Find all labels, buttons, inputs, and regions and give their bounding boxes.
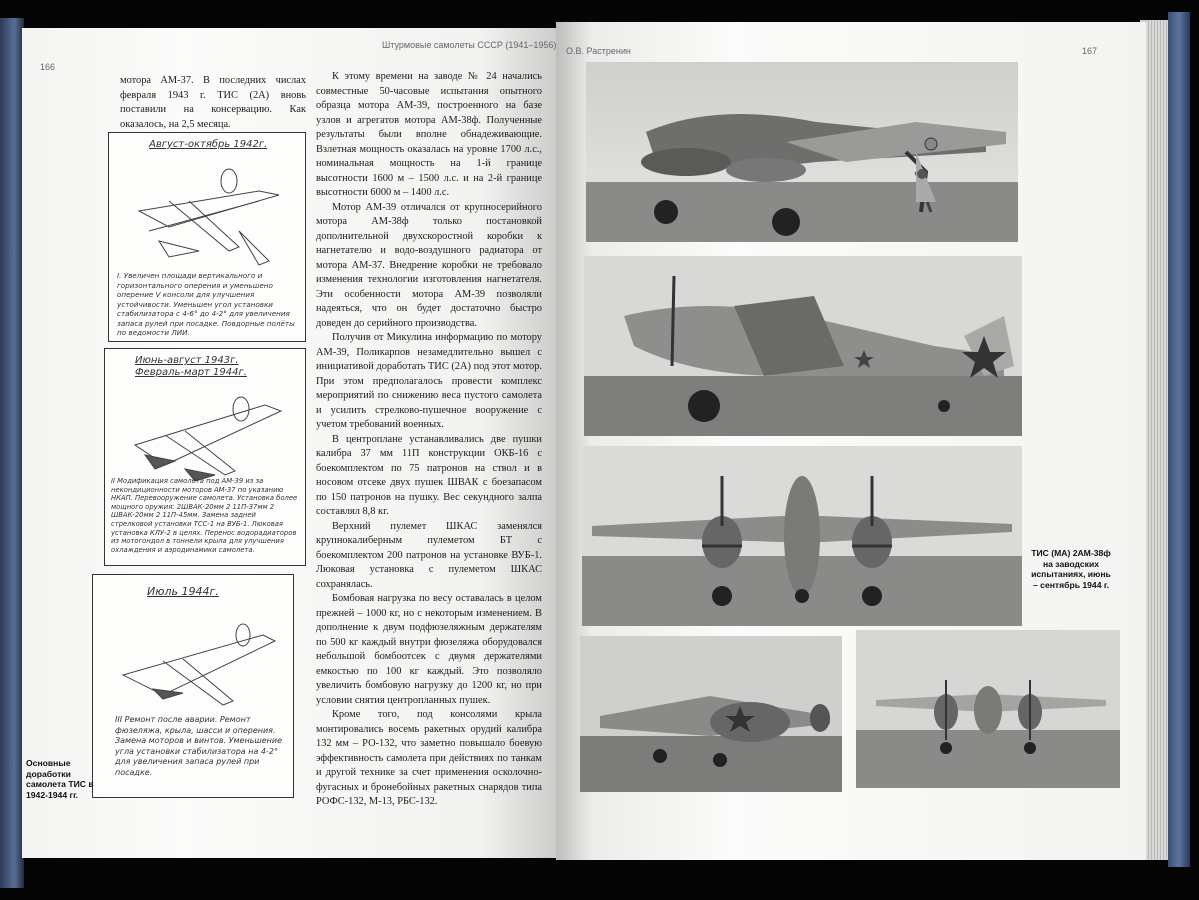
- sketch-title: Июнь-август 1943г. Февраль-март 1944г.: [135, 355, 247, 378]
- sketch-title: Август-октябрь 1942г.: [149, 139, 268, 150]
- aircraft-sketch-drawing: [93, 605, 293, 715]
- sketch-card-1: [108, 132, 306, 342]
- paragraph: Мотор АМ-39 отличался от крупносерийного мотора АМ-38ф только постановкой дополнительной двухскоростной коробки к нагнетателю и водо-воздушного радиатора от мотора АМ-37. Внедрение коробки не требовало изменения технологии изготовления нагнетателя. Эти особенности мотора АМ-39 позволяли надеяться, что он будет достаточно быстро доведен до серийного производства.: [316, 201, 542, 329]
- sketch-note: III Ремонт после аварии. Ремонт фюзеляжа, крыла, шасси и оперения. Замена моторов и винтов. Уменьшение угла установки стабилизатора на 4-2° для увеличения запаса рулей при посадке.: [115, 715, 282, 777]
- book-cover-left-edge: [0, 18, 24, 888]
- right-running-head: О.В. Растренин: [566, 46, 631, 56]
- right-figure-caption: ТИС (МА) 2АМ-38ф на заводских испытаниях, июнь – сентябрь 1944 г.: [1031, 548, 1111, 590]
- right-page-number: 167: [1082, 46, 1098, 56]
- aircraft-photo-1: [586, 62, 1018, 242]
- aircraft-photo-2: [584, 256, 1022, 436]
- paragraph: Верхний пулемет ШКАС заменялся крупнокалиберным пулеметом БТ с боекомплектом 200 патронов на установке ВУБ-1. Люковая установка с пулеметом ШКАС сохранялась.: [316, 520, 542, 590]
- left-text-column-1: [120, 74, 306, 132]
- aircraft-photo-4: [580, 636, 842, 792]
- paragraph: Бомбовая нагрузка по весу оставалась в целом прежней – 1000 кг, но с некоторым изменением. В дополнение к двум подфюзеляжным держателям по 500 кг каждый внутри фюзеляжа оборудовался небольшой бомбоотсек с двумя держателями емкостью по 100 кг каждый. Это позволяло увеличить бомбовую нагрузку до 1200 кг, но при условии снятия центропланных пушек.: [316, 593, 542, 706]
- sketch-card-3: [92, 574, 294, 798]
- aircraft-photo-3: [582, 446, 1022, 626]
- aircraft-sketch-drawing: [105, 385, 305, 485]
- sketch-note: II Модификация самолета под АМ-39 из за некондиционности моторов АМ-37 по указанию НКАП. Перевооружение самолета. Установка более мощного оружия: 2ШВАК-20мм 2 11П-37мм 2 ШВАК-20мм 2 11П-45мм. Замена задней стрелковой установки ТСС-1 на ВУБ-1. Люковая установка КЛУ-2 в целях. Перенос водорадиаторов из мотогондол в тоннели крыла для улучшения охлаждения и аэродинамики самолета.: [111, 477, 298, 554]
- paragraph: Получив от Микулина информацию по мотору АМ-39, Поликарпов незамедлительно вышел с инициативой доработать ТИС (2А) под этот мотор. При этом предполагалось провести комплекс мероприятий по снижению веса пустого самолета и усилить стрелково-пушечное вооружение с учетом требований военных.: [316, 332, 542, 430]
- left-text-column-2: [316, 70, 542, 810]
- paragraph: Кроме того, под консолями крыла монтировались восемь ракетных орудий калибра 132 мм – РО-132, что заметно повышало боевую эффективность самолета при действиях по танкам и другой технике за счет применения осколочно-фугасных и бронебойных ракетных снарядов типа РОФС-132, М-13, РБС-132.: [316, 709, 542, 807]
- paragraph: мотора АМ-37. В последних числах февраля 1943 г. ТИС (2А) вновь поставили на консервацию. Как оказалось, на 2,5 месяца.: [120, 75, 306, 130]
- aircraft-photo-5: [856, 630, 1120, 788]
- book-cover-right-edge: [1168, 12, 1190, 867]
- paragraph: К этому времени на заводе № 24 начались совместные 50-часовые испытания опытного образца мотора АМ-39, построенного на базе узлов и агрегатов мотора АМ-38ф. Полученные результаты были вполне обнадеживающие. Взлетная мощность оказалась на уровне 1700 л.с., номинальная мощность на 1-й границе высотности 1600 м – 1500 л.с. и на 2-й границе высотности 6000 м – 1400 л.с.: [316, 71, 542, 198]
- paragraph: В центроплане устанавливались две пушки калибра 37 мм 11П конструкции ОКБ-16 с боекомплектом по 75 патронов на ствол и в носовом отсеке двух пушек ШВАК с боезапасом по 150 патронов на пушку. Вес секундного залпа составлял 8,8 кг.: [316, 433, 542, 517]
- left-figure-caption: Основные доработки самолета ТИС в 1942-1944 гг.: [26, 758, 94, 800]
- sketch-note: I. Увеличен площади вертикального и горизонтального оперения и уменьшено оперение V консоли для улучшения устойчивости. Уменьшен угол установки стабилизатора с 4-6° до 4-2° для увеличения запаса рулей при посадке. Повдорные полёты по ведомости ЛИИ.: [117, 271, 295, 337]
- sketch-title: Июль 1944г.: [147, 585, 219, 598]
- left-page-number: 166: [40, 62, 56, 72]
- left-running-head: Штурмовые самолеты СССР (1941–1956): [382, 40, 557, 50]
- sketch-card-2: [104, 348, 306, 566]
